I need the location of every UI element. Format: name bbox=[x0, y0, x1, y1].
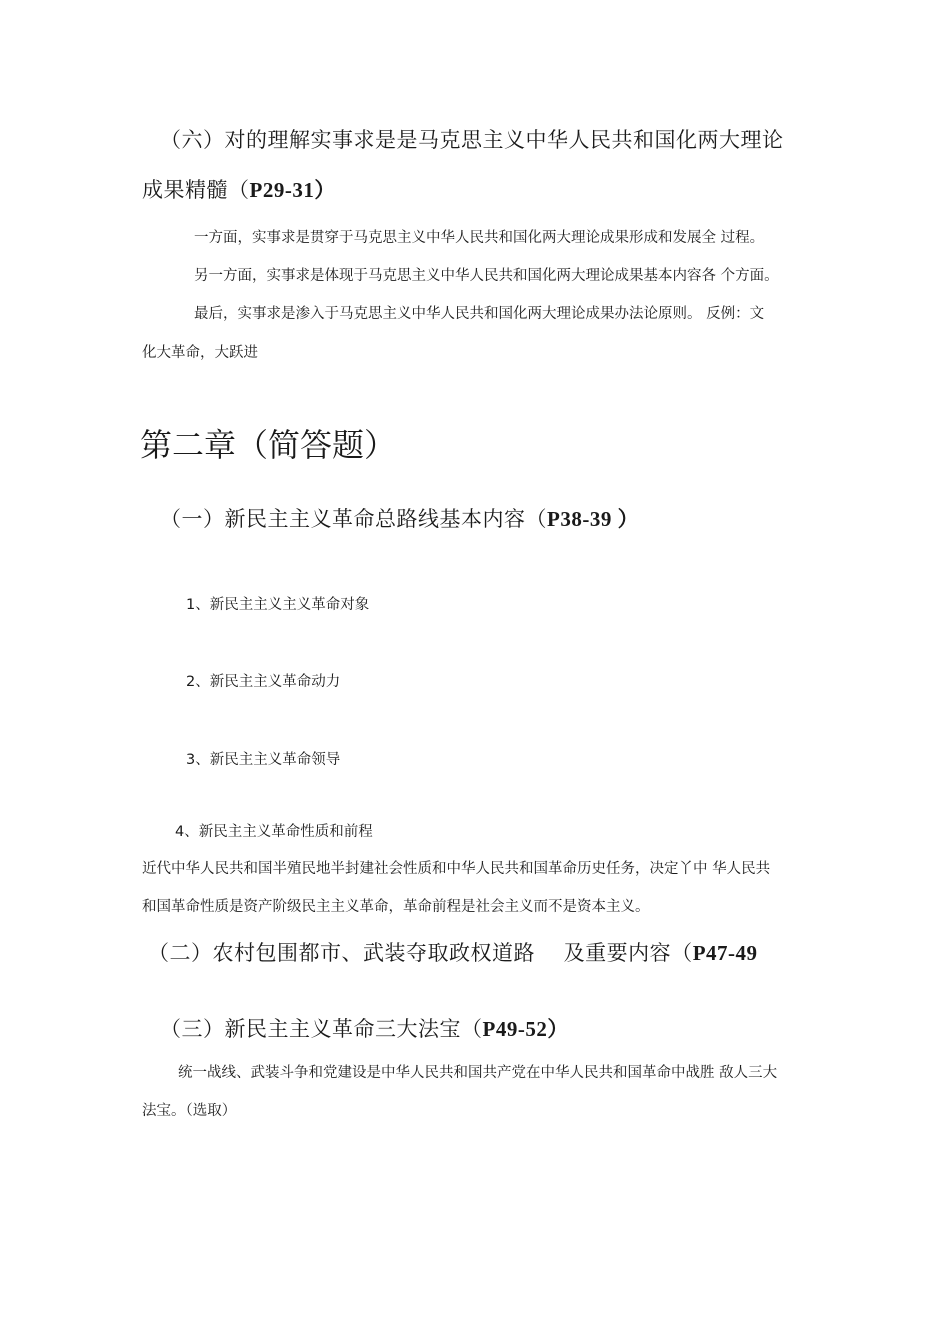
section-6-paragraph-1: 一方面，实事求是贯穿于马克思主义中华人民共和国化两大理论成果形成和发展全 过程。 bbox=[194, 230, 765, 246]
section-6-heading-line2 bbox=[142, 174, 336, 204]
chapter-2-section-2-page-ref: P47-49 bbox=[692, 941, 758, 965]
chapter-2-section-3-paragraph-line1: 统一战线、武装斗争和党建设是中华人民共和国共产党在中华人民共和国革命中战胜 敌人三大 bbox=[178, 1065, 778, 1081]
chapter-2-section-2-heading-text: （二）农村包围都市、武装夺取政权道路 及重要内容（ bbox=[148, 941, 693, 965]
chapter-2-section-1-heading-text: （一）新民主主义革命总路线基本内容（ bbox=[160, 507, 547, 531]
section-6-paragraph-3-line1: 最后，实事求是渗入于马克思主义中华人民共和国化两大理论成果办法论原则。 反例：文 bbox=[194, 306, 765, 322]
chapter-2-section-3-heading-text: （三）新民主主义革命三大法宝（ bbox=[160, 1017, 483, 1041]
chapter-2-section-3-page-ref: P49-52） bbox=[482, 1017, 569, 1041]
section-6-page-ref: P29-31） bbox=[249, 178, 336, 202]
section-6-paragraph-3-line2: 化大革命，大跃进 bbox=[142, 345, 258, 361]
chapter-2-section-1-paragraph-line1: 近代中华人民共和国半殖民地半封建社会性质和中华人民共和国革命历史任务，决定丫中 华人民共 bbox=[142, 861, 771, 877]
section-6-paragraph-2: 另一方面，实事求是体现于马克思主义中华人民共和国化两大理论成果基本内容各 个方面。 bbox=[194, 268, 779, 284]
list-item: 4、新民主主义革命性质和前程 bbox=[175, 824, 373, 840]
chapter-2-section-3-heading bbox=[160, 1013, 569, 1043]
list-item: 3、新民主主义革命领导 bbox=[186, 752, 341, 768]
section-6-heading-text: 成果精髓（ bbox=[142, 178, 250, 202]
chapter-2-title: 第二章（简答题） bbox=[140, 426, 397, 464]
chapter-2-section-1-paragraph-line2: 和国革命性质是资产阶级民主主义革命，革命前程是社会主义而不是资本主义。 bbox=[142, 899, 650, 915]
list-item: 2、新民主主义革命动力 bbox=[186, 674, 341, 690]
list-item: 1、新民主主义主义革命对象 bbox=[186, 597, 370, 613]
chapter-2-section-1-page-ref: P38-39 ） bbox=[547, 507, 640, 531]
chapter-2-section-2-heading bbox=[148, 937, 758, 967]
chapter-2-section-1-heading bbox=[160, 503, 639, 533]
section-6-heading-line1: （六）对的理解实事求是是马克思主义中华人民共和国化两大理论 bbox=[160, 128, 784, 152]
chapter-2-section-3-paragraph-line2: 法宝。（选取） bbox=[142, 1103, 237, 1119]
